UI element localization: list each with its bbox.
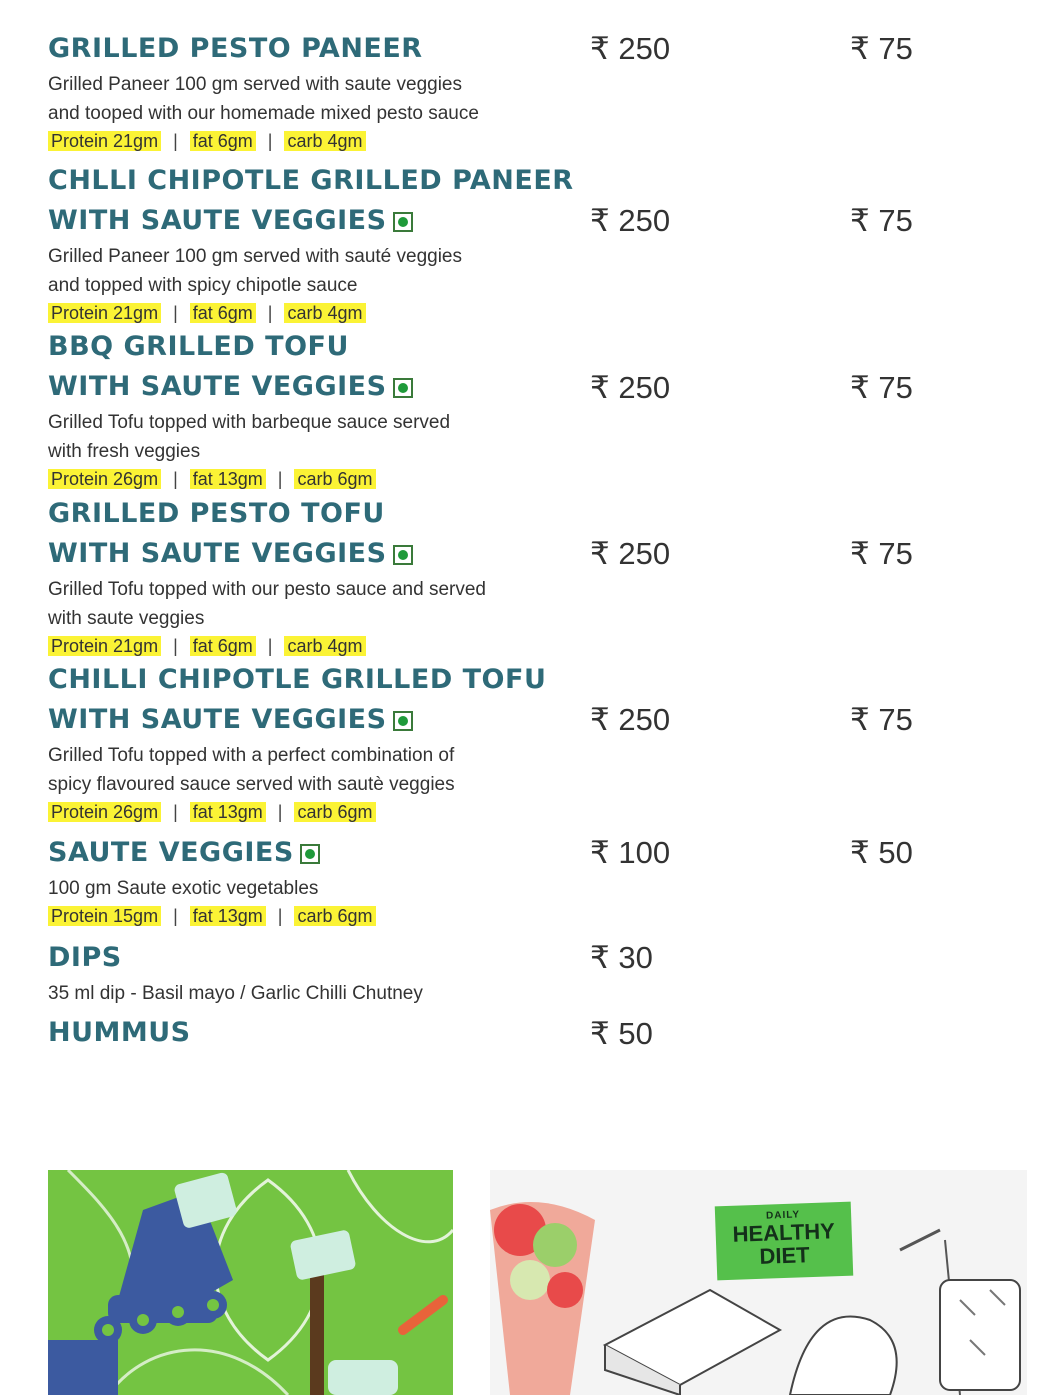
price-full: ₹ 50: [590, 1016, 653, 1051]
veg-mark-icon: [300, 844, 320, 864]
menu-item-chilli-chipotle-paneer: [48, 164, 1008, 326]
item-name-line-2: WITH SAUTE VEGGIES: [48, 537, 1008, 571]
protein-label: Protein 21gm: [48, 303, 161, 323]
carb-label: carb 4gm: [284, 303, 365, 323]
fat-label: fat 13gm: [190, 802, 266, 822]
price-full: ₹ 250: [590, 702, 671, 737]
veg-mark-icon: [393, 212, 413, 232]
item-description: 35 ml dip - Basil mayo / Garlic Chilli Chutney: [48, 983, 423, 1004]
menu-item-bbq-grilled-tofu: [48, 330, 1008, 492]
price-full: ₹ 250: [590, 370, 671, 405]
veg-mark-icon: [393, 711, 413, 731]
price-half: ₹ 75: [850, 536, 913, 571]
item-name-line-1: CHILLI CHIPOTLE GRILLED TOFU: [48, 664, 547, 695]
item-name-line-1: BBQ GRILLED TOFU: [48, 331, 349, 362]
price-full: ₹ 250: [590, 536, 671, 571]
protein-label: Protein 26gm: [48, 469, 161, 489]
protein-label: Protein 21gm: [48, 131, 161, 151]
food-sketch-illustration: [490, 1170, 1027, 1395]
protein-label: Protein 21gm: [48, 636, 161, 656]
price-full: ₹ 30: [590, 940, 653, 975]
item-macros: Protein 21gm | fat 6gm | carb 4gm: [48, 128, 1008, 154]
carb-label: carb 4gm: [284, 131, 365, 151]
carb-label: carb 6gm: [294, 469, 375, 489]
fat-label: fat 6gm: [190, 636, 256, 656]
item-name: GRILLED PESTO PANEER: [48, 33, 423, 64]
protein-label: Protein 26gm: [48, 802, 161, 822]
healthy-diet-badge: DAILY HEALTHY DIET: [715, 1202, 853, 1281]
menu-item-grilled-pesto-tofu: [48, 497, 1008, 659]
carb-label: carb 6gm: [294, 906, 375, 926]
menu-item-chilli-chipotle-tofu: [48, 663, 1008, 825]
price-full: ₹ 250: [590, 203, 671, 238]
healthy-diet-illustration: [490, 1170, 1027, 1395]
price-half: ₹ 50: [850, 835, 913, 870]
item-name-line-1: CHLLI CHIPOTLE GRILLED PANEER: [48, 165, 574, 196]
menu-item-dips: [48, 941, 1008, 1008]
item-macros: Protein 21gm | fat 6gm | carb 4gm: [48, 300, 1008, 326]
item-name: DIPS: [48, 942, 122, 973]
price-full: ₹ 100: [590, 835, 671, 870]
item-name-line-2: WITH SAUTE VEGGIES: [48, 370, 1008, 404]
price-full: ₹ 250: [590, 31, 671, 66]
item-description: Grilled Tofu topped with a perfect combination of spicy flavoured sauce served with sautè veggies: [48, 745, 455, 795]
item-macros: Protein 26gm | fat 13gm | carb 6gm: [48, 799, 1008, 825]
menu-item-hummus: [48, 1016, 1008, 1050]
fat-label: fat 13gm: [190, 469, 266, 489]
skate-dumbbell-illustration: [48, 1170, 453, 1395]
fitness-illustration: [48, 1170, 453, 1395]
item-name-line-2: WITH SAUTE VEGGIES: [48, 703, 1008, 737]
item-name-line-2: WITH SAUTE VEGGIES: [48, 204, 1008, 238]
carb-label: carb 4gm: [284, 636, 365, 656]
item-macros: Protein 26gm | fat 13gm | carb 6gm: [48, 466, 1008, 492]
item-name-line-1: GRILLED PESTO TOFU: [48, 498, 385, 529]
carb-label: carb 6gm: [294, 802, 375, 822]
item-macros: Protein 21gm | fat 6gm | carb 4gm: [48, 633, 1008, 659]
item-description: Grilled Paneer 100 gm served with saute veggies and tooped with our homemade mixed pesto sauce: [48, 74, 479, 124]
protein-label: Protein 15gm: [48, 906, 161, 926]
item-description: 100 gm Saute exotic vegetables: [48, 878, 319, 899]
fat-label: fat 13gm: [190, 906, 266, 926]
item-macros: Protein 15gm | fat 13gm | carb 6gm: [48, 903, 1008, 929]
item-description: Grilled Paneer 100 gm served with sauté veggies and topped with spicy chipotle sauce: [48, 246, 463, 296]
veg-mark-icon: [393, 545, 413, 565]
price-half: ₹ 75: [850, 702, 913, 737]
fat-label: fat 6gm: [190, 131, 256, 151]
item-description: Grilled Tofu topped with barbeque sauce served with fresh veggies: [48, 412, 451, 462]
fat-label: fat 6gm: [190, 303, 256, 323]
price-half: ₹ 75: [850, 203, 913, 238]
item-description: Grilled Tofu topped with our pesto sauce and served with saute veggies: [48, 579, 486, 629]
price-half: ₹ 75: [850, 370, 913, 405]
price-half: ₹ 75: [850, 31, 913, 66]
veg-mark-icon: [393, 378, 413, 398]
item-name: HUMMUS: [48, 1017, 191, 1048]
item-name: SAUTE VEGGIES: [48, 836, 1008, 870]
